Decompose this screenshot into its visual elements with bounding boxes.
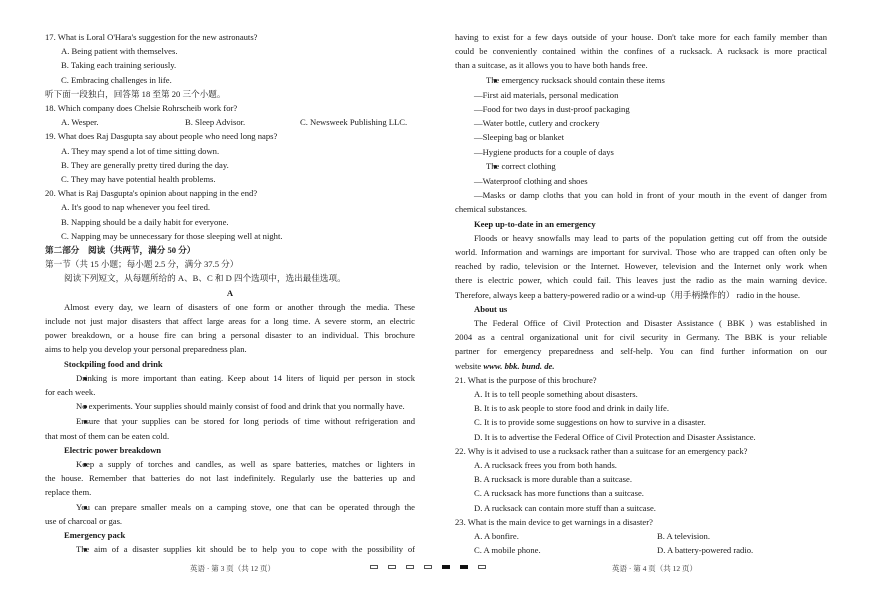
q22-option-b: B. A rucksack is more durable than a suitcase.	[474, 474, 632, 485]
q18-option-a: A. Wesper.	[61, 117, 99, 128]
q19-option-c: C. They may have potential health problems.	[61, 174, 216, 185]
q21-option-a: A. It is to tell people something about disasters.	[474, 388, 638, 399]
rucksack-item: —First aid materials, personal medication	[474, 89, 619, 100]
rucksack-item: —Hygiene products for a couple of days	[474, 146, 614, 157]
heading-up-to-date: Keep up-to-date in an emergency	[474, 218, 596, 229]
left-page-number: 英语 · 第 3 页（共 12 页）	[190, 564, 275, 573]
pack-continued: than a suitcase, as it allows you to have both hands free.	[455, 60, 648, 71]
q17-option-b: B. Taking each training seriously.	[61, 60, 177, 71]
q18-option-b: B. Sleep Advisor.	[185, 117, 246, 128]
filled-mark-icon	[442, 565, 450, 569]
website-link: www. bbk. bund. de.	[483, 360, 555, 371]
pack-continued: could be conveniently contained within the confines of a rucksack. A rucksack is more practical	[455, 46, 827, 57]
intro-line: aims to help you develop your personal preparedness plan.	[45, 344, 247, 355]
q19-option-b: B. They are generally pretty tired during the day.	[61, 159, 229, 170]
intro-line: Almost every day, we learn of disasters of one form or another through the media. These	[64, 301, 415, 312]
rucksack-item: —Sleeping bag or blanket	[474, 132, 564, 143]
section1-instruction: 阅读下列短文，从每题所给的 A、B、C 和 D 四个选项中，选出最佳选项。	[64, 273, 346, 284]
pack-continued: having to exist for a few days outside of your house. Don't take more for each family member than	[455, 32, 827, 42]
q22-option-d: D. A rucksack can contain more stuff than a suitcase.	[474, 502, 656, 513]
empty-mark-icon	[370, 565, 378, 569]
page-marks	[370, 565, 486, 569]
power-item: the house. Remember that batteries do not last indefinitely. Regularly use the batteries up and	[45, 473, 415, 484]
q23-option-c: C. A mobile phone.	[474, 545, 541, 556]
heading-stockpiling: Stockpiling food and drink	[64, 358, 163, 369]
up-to-date-line: world. Information and warnings are important for survival. Those who are trapped can often only be	[455, 246, 827, 257]
q19-stem: 19. What does Raj Dasgupta say about people who need long naps?	[45, 131, 278, 142]
bullet-icon	[64, 459, 76, 469]
q21-option-c: C. It is to provide some suggestions on how to survive in a disaster.	[474, 417, 706, 428]
q18-stem: 18. Which company does Chelsie Rohrscheib work for?	[45, 103, 238, 114]
stockpiling-item: that most of them can be eaten cold.	[45, 430, 170, 441]
right-column	[455, 30, 827, 557]
q17-option-c: C. Embracing challenges in life.	[61, 74, 172, 85]
q21-option-d: D. It is to advertise the Federal Office of Civil Protection and Disaster Assistance.	[474, 431, 756, 442]
q21-option-b: B. It is to ask people to store food and drink in daily life.	[474, 403, 669, 414]
pack-item: ● The aim of a disaster supplies kit should be to help you to cope with the possibility of	[45, 542, 415, 556]
up-to-date-line: there is electric power, which could fail. This leaves just the radio as the main warning device.	[455, 275, 827, 286]
q17-option-a: A. Being patient with themselves.	[61, 46, 178, 57]
q18-option-c: C. Newsweek Publishing LLC.	[300, 117, 408, 128]
q19-option-a: A. They may spend a lot of time sitting down.	[61, 145, 220, 156]
power-item: ● Keep a supply of torches and candles, as well as spare batteries, matches or lighters in	[45, 457, 415, 471]
heading-power: Electric power breakdown	[64, 444, 162, 455]
left-column	[45, 30, 415, 556]
q18-options	[45, 115, 415, 129]
rucksack-heading: ● The emergency rucksack should contain these items	[455, 73, 827, 88]
bullet-icon	[64, 544, 76, 554]
q23-option-a: A. A bonfire.	[474, 530, 519, 541]
about-line: website www. bbk. bund. de.	[455, 360, 555, 371]
bullet-icon	[64, 401, 76, 411]
stockpiling-item: ● No experiments. Your supplies should mainly consist of food and drink that you normally have.	[45, 399, 415, 414]
stockpiling-item: ● Drinking is more important than eating. Keep about 14 liters of liquid per person in stock	[45, 371, 415, 385]
q23-options-ab	[455, 529, 827, 543]
q17-stem: 17. What is Loral O'Hara's suggestion for the new astronauts?	[45, 32, 258, 42]
page-footer	[0, 562, 870, 578]
q20-stem: 20. What is Raj Dasgupta's opinion about napping in the end?	[45, 188, 258, 199]
about-line: 2004 as a central organizational unit for civil security in Germany. The BBK is your reliable	[455, 332, 827, 343]
part2-title: 第二部分 阅读（共两节，满分 50 分）	[45, 245, 196, 256]
empty-mark-icon	[388, 565, 396, 569]
q22-option-c: C. A rucksack has more functions than a suitcase.	[474, 488, 644, 499]
bullet-icon	[474, 161, 486, 171]
intro-line: include not just major disasters that affect large areas for a long time. A severe storm, an electric	[45, 316, 415, 327]
up-to-date-line: reached by radio, television or the Internet. However, television and the Internet only work when	[455, 261, 827, 272]
q23-option-b: B. A television.	[657, 530, 710, 541]
heading-about-us: About us	[474, 303, 508, 314]
rucksack-item: —Water bottle, cutlery and crockery	[474, 118, 600, 129]
q23-option-d: D. A battery-powered radio.	[657, 545, 754, 556]
passage-letter: A	[226, 287, 234, 298]
bullet-icon	[64, 373, 76, 383]
up-to-date-line: Therefore, always keep a battery-powered radio or a wind-up（用手柄操作的） radio in the house.	[455, 289, 801, 300]
section1-title: 第一节（共 15 小题；每小题 2.5 分，满分 37.5 分）	[45, 259, 239, 270]
heading-emergency-pack: Emergency pack	[64, 529, 126, 540]
power-item: use of charcoal or gas.	[45, 515, 123, 526]
q20-option-a: A. It's good to nap whenever you feel tired.	[61, 202, 211, 213]
q23-options-cd	[455, 543, 827, 557]
empty-mark-icon	[478, 565, 486, 569]
bullet-icon	[474, 75, 486, 85]
empty-mark-icon	[424, 565, 432, 569]
stockpiling-item: ● Ensure that your supplies can be stored for long periods of time without refrigeration and	[45, 414, 415, 428]
stockpiling-item: for each week.	[45, 387, 96, 398]
rucksack-item: —Food for two days in dust-proof packaging	[474, 103, 630, 114]
q20-option-c: C. Napping may be unnecessary for those sleeping well at night.	[61, 230, 283, 241]
intro-line: power breakdown, or a house fire can bring a personal disaster to an individual. This brochure	[45, 330, 415, 341]
up-to-date-line: Floods or heavy snowfalls may lead to parts of the population getting cut off from the outside	[474, 232, 827, 243]
clothing-item: —Masks or damp cloths that you can hold in front of your mouth in the event of danger from	[474, 190, 827, 201]
q23-stem: 23. What is the main device to get warnings in a disaster?	[455, 516, 653, 527]
empty-mark-icon	[406, 565, 414, 569]
clothing-item: —Waterproof clothing and shoes	[474, 176, 588, 186]
power-item: ● You can prepare smaller meals on a camping stove, one that can be operated through the	[45, 500, 415, 514]
clothing-item: chemical substances.	[455, 204, 528, 215]
about-line: partner for emergency preparedness and self-help. You can find further information on our	[455, 346, 827, 357]
q20-option-b: B. Napping should be a daily habit for everyone.	[61, 216, 229, 227]
q22-stem: 22. Why is it advised to use a rucksack rather than a suitcase for an emergency pack?	[455, 445, 748, 456]
about-line: The Federal Office of Civil Protection and Disaster Assistance ( BBK ) was established in	[474, 317, 827, 328]
q21-stem: 21. What is the purpose of this brochure?	[455, 374, 597, 385]
filled-mark-icon	[460, 565, 468, 569]
q22-option-a: A. A rucksack frees you from both hands.	[474, 459, 617, 470]
listening-instruction: 听下面一段独白，回答第 18 至第 20 三个小题。	[45, 88, 226, 99]
clothing-heading: ● The correct clothing	[455, 159, 827, 174]
right-page-number: 英语 · 第 4 页（共 12 页）	[612, 564, 697, 573]
bullet-icon	[64, 416, 76, 426]
power-item: replace them.	[45, 487, 92, 498]
bullet-icon	[64, 502, 76, 512]
